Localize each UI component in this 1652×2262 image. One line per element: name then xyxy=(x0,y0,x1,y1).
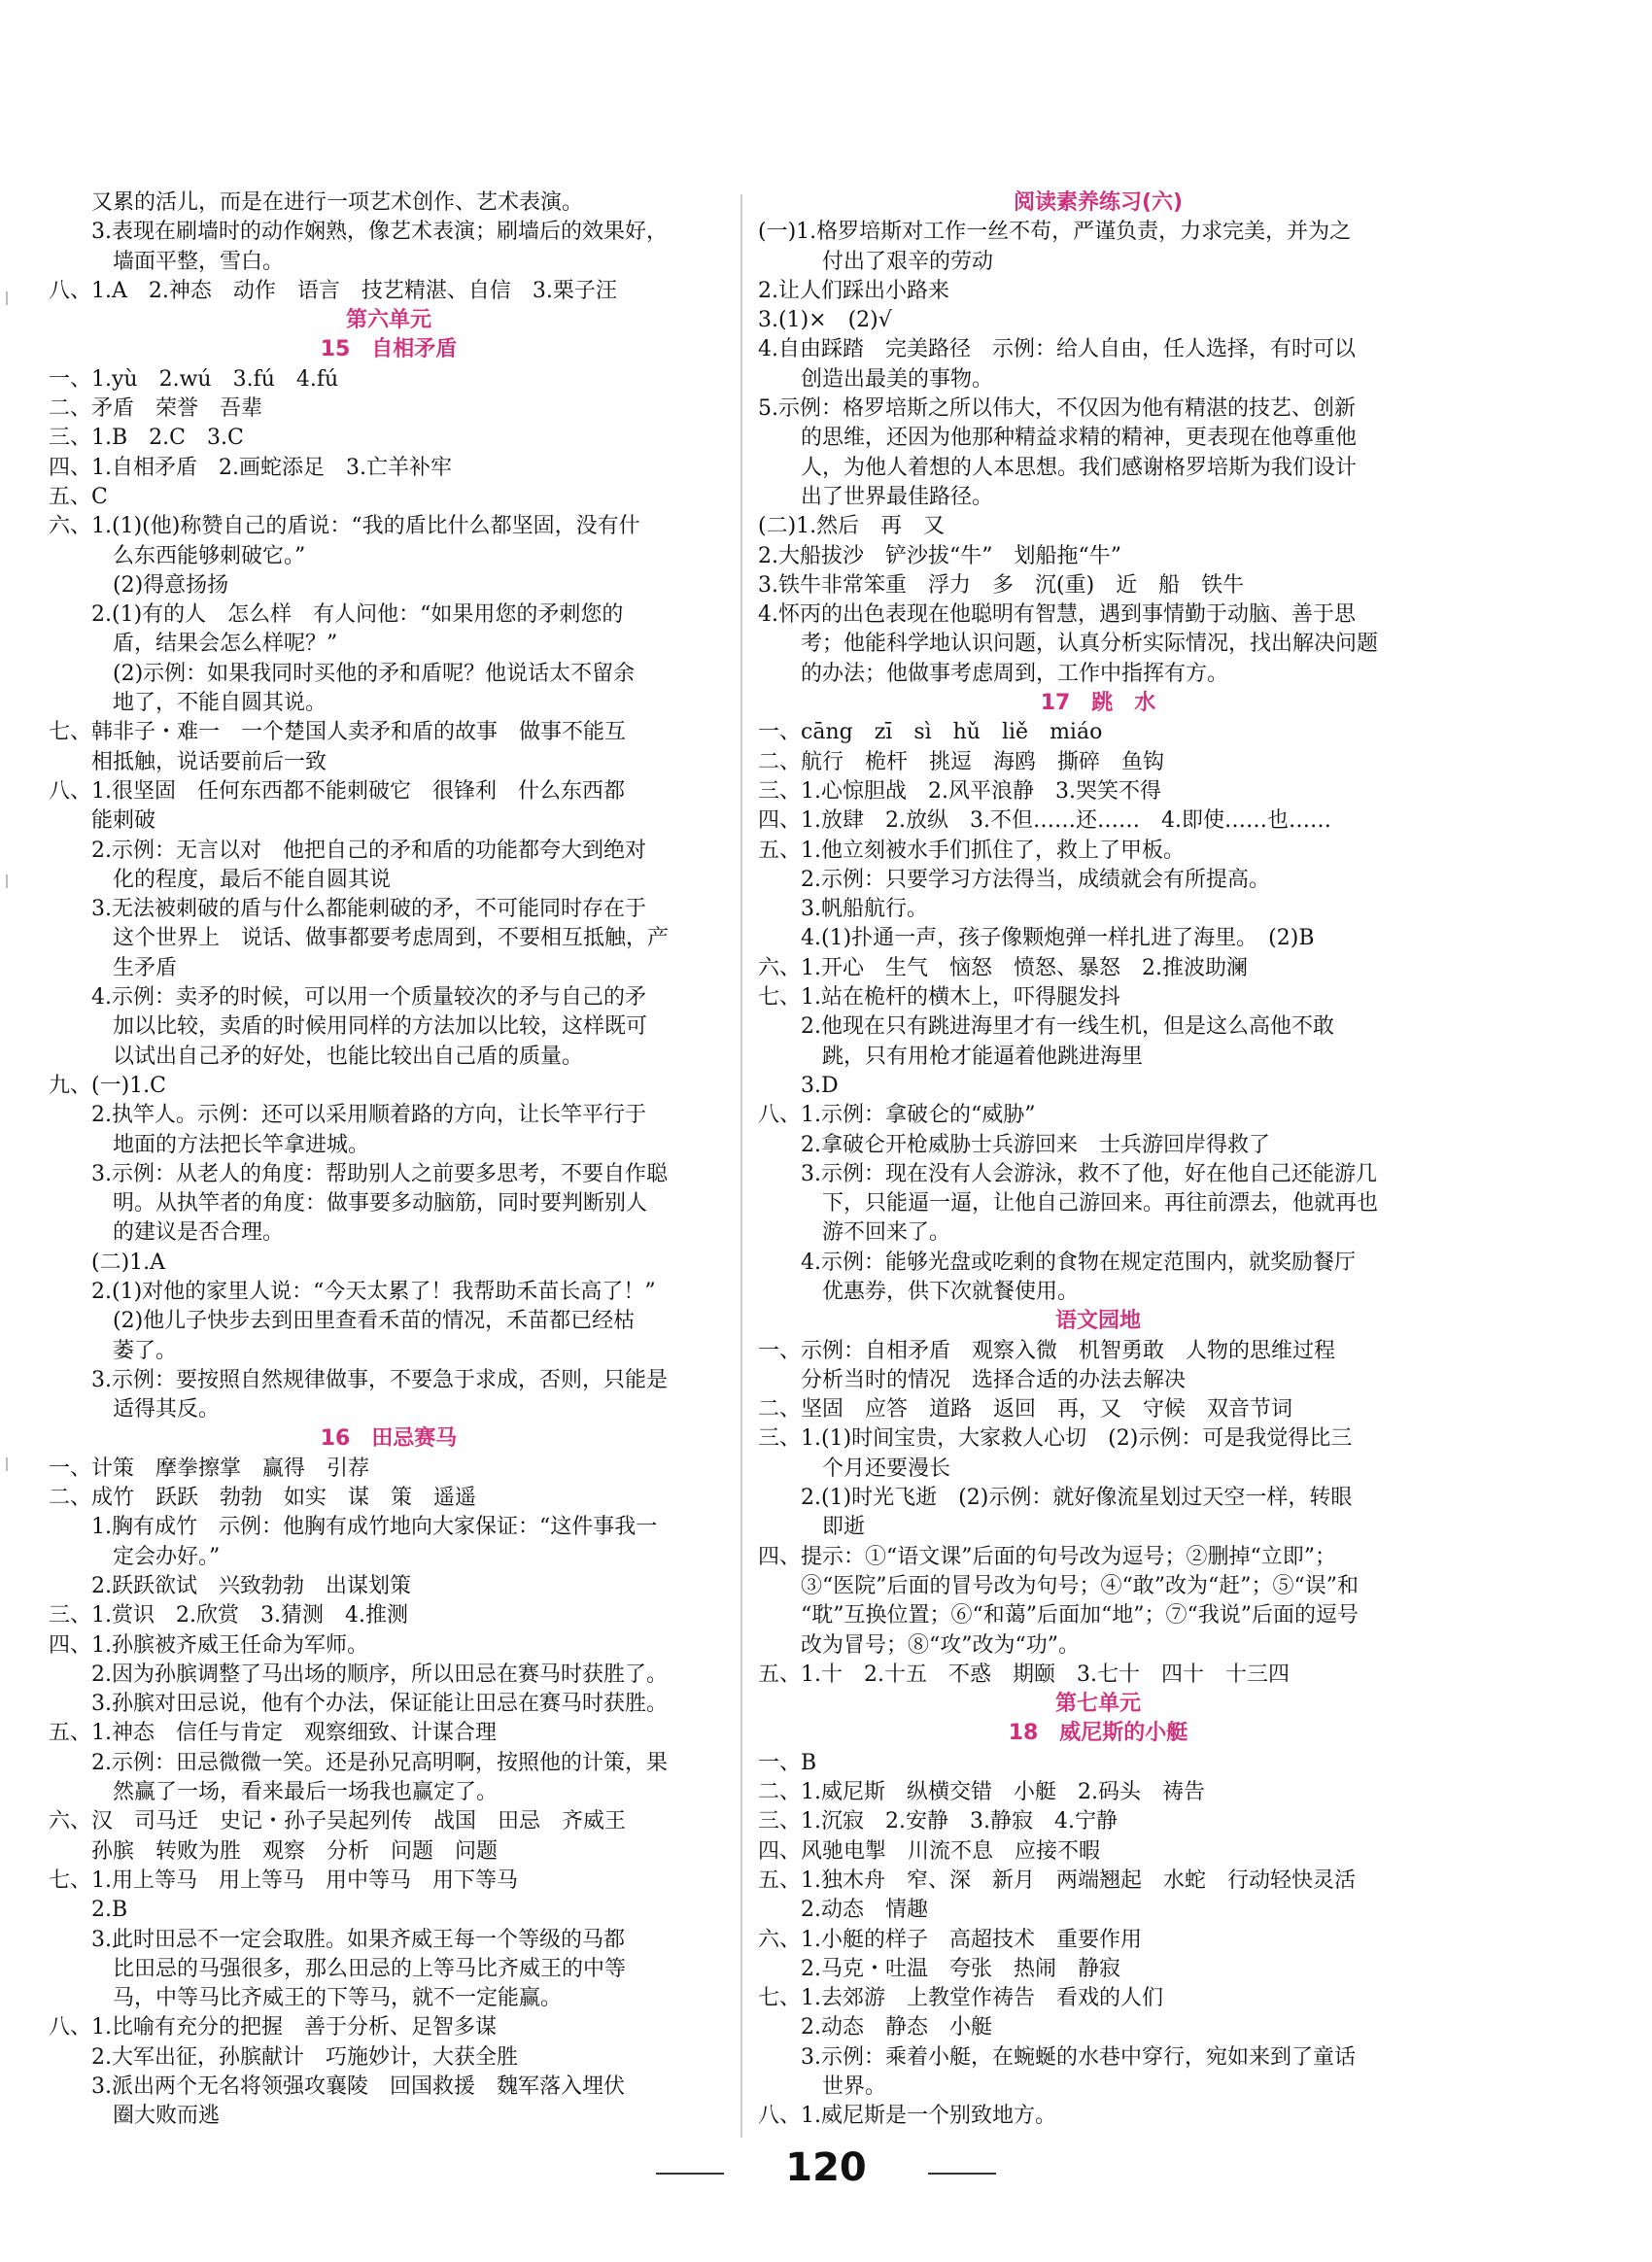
answer-line: (2)他儿子快步去到田里查看禾苗的情况，禾苗都已经枯 xyxy=(113,1309,636,1334)
answer-line: 游不回来了。 xyxy=(822,1220,951,1246)
answer-line: 2.大军出征，孙膑献计 巧施妙计，大获全胜 xyxy=(91,2044,518,2070)
answer-line: 4.示例：卖矛的时候，可以用一个质量较次的矛与自己的矛 xyxy=(91,985,646,1011)
answer-line: 3.表现在刷墙时的动作娴熟，像艺术表演；刷墙后的效果好， xyxy=(91,220,668,245)
section-heading: 17 跳 水 xyxy=(1040,691,1156,716)
answer-line: 优惠券，供下次就餐使用。 xyxy=(822,1279,1080,1304)
answer-line: 七、1.站在桅杆的横木上，吓得腿发抖 xyxy=(758,985,1120,1011)
answer-line: 马，中等马比齐威王的下等马，就不一定能赢。 xyxy=(113,1986,563,2011)
answer-line: 七、韩非子・难一 一个楚国人卖矛和盾的故事 做事不能互 xyxy=(49,720,627,745)
answer-line: 的建议是否合理。 xyxy=(113,1220,285,1246)
page-number: 120 xyxy=(785,2145,867,2190)
answer-line: 加以比较，卖盾的时候用同样的方法加以比较，这样既可 xyxy=(113,1014,648,1040)
answer-line: 这个世界上 说话、做事都要考虑周到，不要相互抵触，产 xyxy=(113,926,670,951)
answer-line: 五、1.神态 信任与肯定 观察细致、计谋合理 xyxy=(49,1721,497,1746)
answer-line: 2.动态 情趣 xyxy=(801,1898,928,1923)
answer-line: 比田忌的马强很多，那么田忌的上等马比齐威王的中等 xyxy=(113,1956,627,1981)
answer-line: 又累的活儿，而是在进行一项艺术创作、艺术表演。 xyxy=(91,190,584,215)
answer-line: 2.(1)有的人 怎么样 有人问他：“如果用您的矛刺您的 xyxy=(91,602,624,628)
answer-line: 人，为他人着想的人本思想。我们感谢格罗培斯为我们设计 xyxy=(801,455,1358,480)
answer-line: 五、1.十 2.十五 不惑 期颐 3.七十 四十 十三四 xyxy=(758,1662,1290,1687)
answer-line: 2.(1)时光飞逝 (2)示例：就好像流星划过天空一样，转眼 xyxy=(801,1486,1353,1511)
answer-line: (2)得意扬扬 xyxy=(113,572,229,598)
answer-line: 地面的方法把长竿拿进城。 xyxy=(113,1132,370,1157)
answer-line: 3.孙膑对田忌说，他有个办法，保证能让田忌在赛马时获胜。 xyxy=(91,1692,668,1717)
answer-line: 2.B xyxy=(91,1898,128,1923)
answer-line: 的办法；他做事考虑周到，工作中指挥有方。 xyxy=(801,661,1229,686)
answer-line: 明。从执竿者的角度：做事要多动脑筋，同时要判断别人 xyxy=(113,1191,648,1217)
answer-line: 2.他现在只有跳进海里才有一线生机，但是这么高他不敢 xyxy=(801,1014,1334,1040)
answer-line: 地了，不能自圆其说。 xyxy=(113,691,327,716)
answer-line: 考；他能科学地认识问题，认真分析实际情况，找出解决问题 xyxy=(801,632,1379,657)
answer-line: 创造出最美的事物。 xyxy=(801,366,994,392)
answer-line: 2.(1)对他的家里人说：“今天太累了！我帮助禾苗长高了！” xyxy=(91,1279,656,1304)
binding-mark xyxy=(6,874,8,888)
answer-line: 二、成竹 跃跃 勃勃 如实 谋 策 遥遥 xyxy=(49,1486,477,1511)
answer-line: 七、1.去郊游 上教堂作祷告 看戏的人们 xyxy=(758,1986,1163,2011)
answer-line: 二、坚固 应答 道路 返回 再，又 守候 双音节词 xyxy=(758,1397,1293,1422)
answer-line: 1.胸有成竹 示例：他胸有成竹地向大家保证：“这件事我一 xyxy=(91,1515,658,1540)
section-heading: 第六单元 xyxy=(345,308,431,333)
answer-line: 4.自由踩踏 完美路径 示例：给人自由，任人选择，有时可以 xyxy=(758,337,1356,362)
answer-line: 么东西能够刺破它。” xyxy=(113,543,306,568)
answer-line: 4.怀丙的出色表现在他聪明有智慧，遇到事情勤于动脑、善于思 xyxy=(758,602,1356,628)
answer-line: 四、1.孙膑被齐威王任命为军师。 xyxy=(49,1632,368,1658)
answer-line: 2.动态 静态 小艇 xyxy=(801,2015,992,2040)
answer-line: 改为冒号；⑧“攻”改为“功”。 xyxy=(801,1632,1080,1658)
answer-line: 生矛盾 xyxy=(113,955,178,980)
answer-line: 4.(1)扑通一声，孩子像颗炮弹一样扎进了海里。 (2)B xyxy=(801,926,1315,951)
right-answer-column xyxy=(758,188,1438,2132)
answer-line: 五、C xyxy=(49,484,108,509)
answer-line: 一、示例：自相矛盾 观察入微 机智勇敢 人物的思维过程 xyxy=(758,1338,1336,1363)
answer-line: 3.D xyxy=(801,1073,839,1098)
answer-line: 分析当时的情况 选择合适的办法去解决 xyxy=(801,1367,1187,1392)
answer-line: 3.派出两个无名将领强攻襄陵 回国救援 魏军落入埋伏 xyxy=(91,2074,625,2099)
answer-line: 以试出自己矛的好处，也能比较出自己盾的质量。 xyxy=(113,1044,584,1069)
answer-line: 一、cāng zī sì hǔ liě miáo xyxy=(758,720,1103,745)
answer-line: 六、汉 司马迁 史记・孙子吴起列传 战国 田忌 齐威王 xyxy=(49,1809,627,1834)
answer-line: 三、1.赏识 2.欣赏 3.猜测 4.推测 xyxy=(49,1603,408,1628)
answer-line: 一、计策 摩拳擦掌 赢得 引荐 xyxy=(49,1456,370,1481)
answer-line: 二、矛盾 荣誉 吾辈 xyxy=(49,396,263,422)
section-heading: 15 自相矛盾 xyxy=(320,337,458,362)
answer-line: 3.示例：现在没有人会游泳，救不了他，好在他自己还能游几 xyxy=(801,1161,1377,1186)
section-heading: 16 田忌赛马 xyxy=(320,1426,458,1452)
answer-line: 2.拿破仑开枪威胁士兵游回来 士兵游回岸得救了 xyxy=(801,1132,1270,1157)
answer-line: 3.示例：要按照自然规律做事，不要急于求成，否则，只能是 xyxy=(91,1367,668,1392)
answer-line: 二、1.威尼斯 纵横交错 小艇 2.码头 祷告 xyxy=(758,1780,1205,1805)
answer-line: 二、航行 桅杆 挑逗 海鸥 撕碎 鱼钩 xyxy=(758,749,1165,774)
column-divider xyxy=(740,194,742,2138)
answer-line: 2.跃跃欲试 兴致勃勃 出谋划策 xyxy=(91,1573,411,1598)
page-number-rule-right xyxy=(928,2173,996,2175)
answer-line: 3.无法被刺破的盾与什么都能刺破的矛，不可能同时存在于 xyxy=(91,897,646,922)
answer-line: 六、1.开心 生气 恼怒 愤怒、暴怒 2.推波助澜 xyxy=(758,955,1248,980)
answer-line: 一、B xyxy=(758,1750,817,1775)
answer-line: 六、1.(1)(他)称赞自己的盾说：“我的盾比什么都坚固，没有什 xyxy=(49,514,640,539)
answer-line: 2.示例：田忌微微一笑。还是孙兄高明啊，按照他的计策，果 xyxy=(91,1750,668,1775)
answer-line: 2.让人们踩出小路来 xyxy=(758,278,949,303)
answer-line: 2.执竿人。示例：还可以采用顺着路的方向，让长竿平行于 xyxy=(91,1103,646,1128)
answer-line: “耽”互换位置；⑥“和蔼”后面加“地”；⑦“我说”后面的逗号 xyxy=(801,1603,1359,1628)
answer-line: 2.马克・吐温 夸张 热闹 静寂 xyxy=(801,1956,1120,1981)
answer-line: 六、1.小艇的样子 高超技术 重要作用 xyxy=(758,1927,1142,1952)
answer-line: 个月还要漫长 xyxy=(822,1456,951,1481)
left-answer-column xyxy=(49,188,729,2132)
answer-line: 2.示例：无言以对 他把自己的矛和盾的功能都夸大到绝对 xyxy=(91,838,646,863)
answer-line: ③“医院”后面的冒号改为句号；④“敢”改为“赶”；⑤“误”和 xyxy=(801,1573,1359,1598)
section-heading: 第七单元 xyxy=(1054,1692,1141,1717)
answer-line: 七、1.用上等马 用上等马 用中等马 用下等马 xyxy=(49,1868,518,1893)
answer-line: 五、1.独木舟 窄、深 新月 两端翘起 水蛇 行动轻快灵活 xyxy=(758,1868,1356,1893)
answer-line: (2)示例：如果我同时买他的矛和盾呢？他说话太不留余 xyxy=(113,661,636,686)
answer-line: 然赢了一场，看来最后一场我也赢定了。 xyxy=(113,1780,499,1805)
answer-line: 八、1.很坚固 任何东西都不能刺破它 很锋利 什么东西都 xyxy=(49,778,625,804)
answer-line: 盾，结果会怎么样呢？” xyxy=(113,632,338,657)
answer-line: 孙膑 转败为胜 观察 分析 问题 问题 xyxy=(91,1838,499,1864)
section-heading: 语文园地 xyxy=(1054,1309,1141,1334)
answer-line: 八、1.示例：拿破仑的“威胁” xyxy=(758,1103,1036,1128)
answer-line: 2.示例：只要学习方法得当，成绩就会有所提高。 xyxy=(801,867,1270,892)
answer-line: 墙面平整，雪白。 xyxy=(113,249,285,274)
answer-line: 化的程度，最后不能自圆其说 xyxy=(113,867,392,892)
answer-line: 一、1.yù 2.wú 3.fú 4.fú xyxy=(49,366,339,392)
answer-line: 3.(1)× (2)√ xyxy=(758,308,892,333)
answer-line: 3.铁牛非常笨重 浮力 多 沉(重) 近 船 铁牛 xyxy=(758,572,1245,598)
answer-line: 定会办好。” xyxy=(113,1544,221,1569)
answer-line: 适得其反。 xyxy=(113,1397,221,1422)
answer-line: 下，只能逼一逼，让他自己游回来。再往前漂去，他就再也 xyxy=(822,1191,1379,1217)
answer-line: 八、1.比喻有充分的把握 善于分析、足智多谋 xyxy=(49,2015,497,2040)
answer-line: (二)1.然后 再 又 xyxy=(758,514,946,539)
answer-line: 四、提示：①“语文课”后面的句号改为逗号；②删掉“立即”； xyxy=(758,1544,1336,1569)
answer-line: 四、风驰电掣 川流不息 应接不暇 xyxy=(758,1838,1101,1864)
answer-line: 的思维，还因为他那种精益求精的精神，更表现在他尊重他 xyxy=(801,426,1358,451)
answer-line: 三、1.沉寂 2.安静 3.静寂 4.宁静 xyxy=(758,1809,1118,1834)
answer-line: 能刺破 xyxy=(91,808,156,834)
answer-line: 相抵触，说话要前后一致 xyxy=(91,749,327,774)
answer-line: (一)1.格罗培斯对工作一丝不苟，严谨负责，力求完美，并为之 xyxy=(758,220,1352,245)
answer-line: 圈大败而逃 xyxy=(113,2104,221,2129)
answer-line: 三、1.(1)时间宝贵，大家救人心切 (2)示例：可是我觉得比三 xyxy=(758,1426,1353,1452)
answer-line: 2.因为孙膑调整了马出场的顺序，所以田忌在赛马时获胜了。 xyxy=(91,1662,668,1687)
answer-line: 世界。 xyxy=(822,2074,887,2099)
answer-line: 四、1.放肆 2.放纵 3.不但……还…… 4.即使……也…… xyxy=(758,808,1331,834)
answer-line: 出了世界最佳路径。 xyxy=(801,484,994,509)
answer-line: 九、(一)1.C xyxy=(49,1073,166,1098)
answer-line: 三、1.心惊胆战 2.风平浪静 3.哭笑不得 xyxy=(758,778,1161,804)
answer-line: 四、1.自相矛盾 2.画蛇添足 3.亡羊补牢 xyxy=(49,455,452,480)
section-heading: 18 威尼斯的小艇 xyxy=(1008,1721,1188,1746)
answer-line: 八、1.威尼斯是一个别致地方。 xyxy=(758,2104,1056,2129)
section-heading: 阅读素养练习(六) xyxy=(1013,190,1184,215)
answer-line: 付出了艰辛的劳动 xyxy=(822,249,994,274)
answer-line: 即逝 xyxy=(822,1515,866,1540)
answer-line: 5.示例：格罗培斯之所以伟大，不仅因为他有精湛的技艺、创新 xyxy=(758,396,1356,422)
answer-line: 三、1.B 2.C 3.C xyxy=(49,426,244,451)
binding-mark xyxy=(6,1457,8,1471)
answer-line: 3.示例：从老人的角度：帮助别人之前要多思考，不要自作聪 xyxy=(91,1161,668,1186)
answer-line: 萎了。 xyxy=(113,1338,178,1363)
answer-line: 跳，只有用枪才能逼着他跳进海里 xyxy=(822,1044,1144,1069)
answer-line: 八、1.A 2.神态 动作 语言 技艺精湛、自信 3.栗子汪 xyxy=(49,278,617,303)
binding-mark xyxy=(6,291,8,305)
answer-line: 五、1.他立刻被水手们抓住了，救上了甲板。 xyxy=(758,838,1185,863)
answer-line: 3.帆船航行。 xyxy=(801,897,928,922)
answer-line: 3.此时田忌不一定会取胜。如果齐威王每一个等级的马都 xyxy=(91,1927,625,1952)
answer-line: 3.示例：乘着小艇，在蜿蜒的水巷中穿行，宛如来到了童话 xyxy=(801,2044,1356,2070)
answer-line: (二)1.A xyxy=(91,1250,166,1275)
answer-line: 4.示例：能够光盘或吃剩的食物在规定范围内，就奖励餐厅 xyxy=(801,1250,1356,1275)
answer-line: 2.大船拔沙 铲沙拔“牛” 划船拖“牛” xyxy=(758,543,1121,568)
